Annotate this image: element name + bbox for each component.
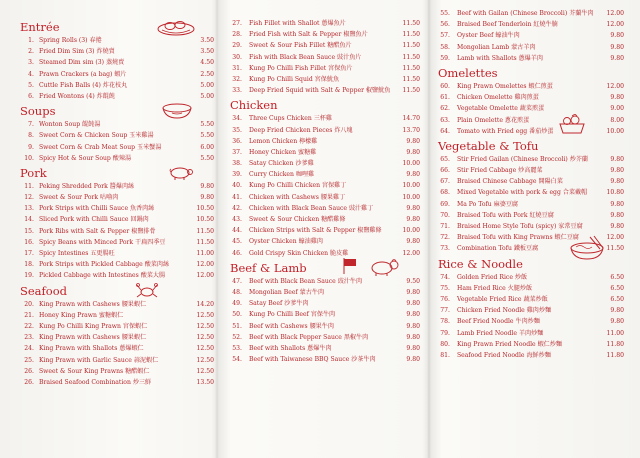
- menu-item: 54. Beef with Taiwanese BBQ Sauce 沙茶牛肉 9.80: [232, 356, 420, 364]
- menu-item: 19. Pickled Cabbage with Intestines 酸菜大腸 12.00: [24, 272, 214, 280]
- menu-item: 30. Fish with Black Bean Sauce 豉汁魚片 11.50: [232, 53, 420, 61]
- menu-item: 53. Beef with Shallots 蔥爆牛肉 9.80: [232, 344, 420, 352]
- menu-item: 41. Chicken with Cashews 腰果雞丁 10.00: [232, 193, 420, 201]
- menu-item: 49. Satay Beef 沙爹牛肉 9.80: [232, 300, 420, 308]
- menu-item: 6. Fried Wontons (4) 炸餛飩 5.00: [28, 92, 214, 100]
- menu-item: 78. Beef Fried Noodle 牛肉炒麵 9.80: [440, 318, 624, 326]
- menu-item: 21. Honey King Prawn 蜜糖蝦仁 12.50: [24, 311, 214, 319]
- menu-item: 17. Spicy Intestines 五更腸旺 11.00: [24, 250, 214, 257]
- menu-item: 46. Gold Crispy Skin Chicken 脆皮雞 12.00: [232, 249, 420, 257]
- menu-column-3: [438, 8, 624, 361]
- menu-item: 20. King Prawn with Cashews 腰果蝦仁 14.20: [24, 300, 214, 308]
- menu-item: 79. Lamb Fried Noodle 羊肉炒麵 11.00: [440, 329, 624, 337]
- menu-item: 65. Stir Fried Gailan (Chinese Broccoli) 炒芥蘭 9.80: [440, 155, 624, 163]
- menu-item: 69. Ma Po Tofu 麻婆豆腐 9.80: [440, 200, 624, 208]
- section-heading-beef-lamb: Beef & Lamb: [230, 261, 420, 275]
- menu-item: 63. Plain Omelette 蔥花煎蛋 8.00: [440, 116, 624, 124]
- menu-item: 1. Spring Rolls (3) 春捲 3.50: [28, 37, 214, 44]
- crab-icon: [136, 282, 158, 300]
- menu-item: 2. Fried Dim Sim (3) 炸燒賣 3.50: [28, 48, 214, 56]
- menu-item: 71. Braised Home Style Tofu (spicy) 家常豆腐 9.80: [440, 223, 624, 230]
- menu-item: 58. Mongolian Lamb 蒙古羊肉 9.80: [440, 43, 624, 51]
- pig-icon: [168, 165, 194, 181]
- section-heading-seafood: Seafood: [20, 284, 214, 298]
- menu-item: 43. Sweet & Sour Chicken 糖醋雞條 9.80: [232, 216, 420, 223]
- soup-bowl-icon: [160, 102, 194, 120]
- menu-item: 76. Vegetable Fried Rice 蔬菜炒飯 6.50: [440, 295, 624, 303]
- menu-item: 16. Spicy Beans with Minced Pork 干扁四季豆 11.50: [24, 238, 214, 246]
- menu-item: 25. King Prawn with Garlic Sauce 蒜泥蝦仁 12.50: [24, 356, 214, 364]
- menu-item: 26. Braised Seafood Combination 炒三鮮 13.50: [24, 378, 214, 386]
- menu-item: 45. Oyster Chicken 蠔油雞肉 9.80: [232, 238, 420, 246]
- menu-item: 22. Kung Po Chilli King Prawn 宮保蝦仁 12.50: [24, 322, 214, 330]
- menu-column-2: [230, 18, 420, 365]
- menu-item: 14. Sliced Pork with Chilli Sauce 回鍋肉 10.50: [24, 216, 214, 224]
- menu-item: 52. Beef with Black Pepper Sauce 黑椒牛肉 9.80: [232, 333, 420, 341]
- menu-item: 33. Deep Fried Squid with Salt & Pepper 椒鹽魷魚 11.50: [232, 87, 420, 95]
- menu-item: 77. Chicken Fried Noodle 雞肉炒麵 9.80: [440, 307, 624, 315]
- fold-line-right: [427, 0, 431, 458]
- menu-item: 66. Stir Fried Cabbage 炒高麗菜 9.80: [440, 167, 624, 175]
- menu-item: 72. Braised Tofu with King Prawns 蝦仁豆腐 12.00: [440, 234, 624, 242]
- menu-item: 42. Chicken with Black Bean Sauce 豉汁雞丁 9.80: [232, 204, 420, 212]
- menu-item: 50. Kung Po Chilli Beef 宮保牛肉 9.80: [232, 311, 420, 319]
- menu-item: 26. Sweet & Sour King Prawns 糖醋蝦仁 12.50: [24, 367, 214, 375]
- section-heading-entree: Entrée: [20, 20, 214, 34]
- section-heading-chicken: Chicken: [230, 98, 278, 113]
- menu-item: 68. Mixed Vegetable with pork & egg 合菜戴帽 10.80: [440, 189, 624, 197]
- menu-item: 39. Curry Chicken 咖哩雞 9.80: [232, 171, 420, 179]
- menu-item: 48. Mongolian Beef 蒙古牛肉 9.80: [232, 288, 420, 296]
- menu-item: 37. Honey Chicken 蜜糖雞 9.80: [232, 148, 420, 156]
- menu-column-1: [20, 18, 214, 388]
- section-heading-pork: Pork: [20, 166, 214, 180]
- menu-item: 44. Chicken Strips with Salt & Pepper 椒鹽雞條 10.00: [232, 227, 420, 235]
- menu-item: 8. Sweet Corn & Chicken Soup 玉米雞湯 5.50: [28, 132, 214, 140]
- section-heading-rice-noodle: Rice & Noodle: [438, 256, 523, 271]
- menu-item: 64. Tomato with Fried egg 番茄炒蛋 10.00: [438, 126, 624, 137]
- menu-item: 31. Kung Po Chilli Fish Fillet 宮保魚片 11.50: [232, 64, 420, 72]
- menu-item: 73. Combination Tofu 鐵板豆腐 11.50: [438, 243, 624, 254]
- menu-item: 18. Pork Strips with Pickled Cabbage 酸菜肉絲 12.00: [24, 261, 214, 269]
- menu-item: 47. Beef with Black Bean Sauce 豉汁牛肉 9.50: [232, 277, 420, 285]
- menu-item: 56. Braised Beef Tenderloin 紅燒牛腩 12.00: [440, 21, 624, 29]
- menu-item: 38. Satay Chicken 沙爹雞 10.00: [232, 160, 420, 168]
- menu-item: 10. Spicy Hot & Sour Soup 酸辣湯 5.50: [24, 154, 214, 162]
- section-heading-omelettes: Omelettes: [438, 65, 498, 80]
- section-heading-soups: Soups: [20, 104, 214, 118]
- menu-item: 81. Seafood Fried Noodle 海鮮炒麵 11.80: [440, 351, 624, 359]
- menu-item: 59. Lamb with Shallots 蔥爆羊肉 9.80: [440, 54, 624, 62]
- menu-item: 55. Beef with Gailan (Chinese Broccoli) 芥蘭牛肉 12.00: [440, 10, 624, 17]
- menu-item: 4. Prawn Crackers (a bag) 蝦片 2.50: [28, 70, 214, 78]
- cow-icon: [366, 257, 400, 277]
- menu-item: 12. Sweet & Sour Pork 咕嚕肉 9.80: [24, 194, 214, 202]
- menu-item: 67. Braised Chinese Cabbage 開陽白菜 9.80: [440, 178, 624, 186]
- menu-item: 61. Chicken Omelette 雞肉煎蛋 9.80: [440, 94, 624, 102]
- fold-line-left: [215, 0, 219, 458]
- menu-item: 13. Pork Strips with Chilli Sauce 魚香肉絲 10.50: [24, 205, 214, 213]
- menu-item: 40. Kung Po Chilli Chicken 宮保雞丁 10.00: [232, 182, 420, 190]
- menu-item: 27. Fish Fillet with Shallot 蔥爆魚片 11.50: [232, 20, 420, 27]
- flag-icon: [342, 257, 358, 275]
- menu-item: 7. Wonton Soup 餛飩湯 5.50: [28, 121, 214, 129]
- menu-item: 62. Vegetable Omelette 蔬菜煎蛋 9.00: [440, 105, 624, 113]
- menu-item: 51. Beef with Cashews 腰果牛肉 9.80: [232, 322, 420, 330]
- menu-item: 57. Oyster Beef 蠔油牛肉 9.80: [440, 32, 624, 40]
- dumpling-basket-icon: [156, 18, 196, 36]
- menu-item: 75. Ham Fried Rice 火腿炒飯 6.50: [440, 284, 624, 292]
- menu-item: 35. Deep Fried Chicken Pieces 炸八塊 13.70: [232, 126, 420, 134]
- menu-item: 23. King Prawn with Cashews 腰果蝦仁 12.50: [24, 334, 214, 342]
- menu-item: 80. King Prawn Fried Noodle 蝦仁炒麵 11.80: [440, 340, 624, 348]
- menu-item: 32. Kung Po Chilli Squid 宮保魷魚 11.50: [232, 75, 420, 83]
- menu-item: 5. Cuttle Fish Balls (4) 炸花枝丸 5.00: [28, 81, 214, 89]
- menu-item: 11. Peking Shredded Pork 醬爆肉絲 9.80: [24, 182, 214, 190]
- menu-item: 24. King Prawn with Shallots 蔥爆蝦仁 12.50: [24, 345, 214, 353]
- menu-item: 29. Sweet & Sour Fish Fillet 糖醋魚片 11.50: [232, 42, 420, 50]
- menu-item: 34. Three Cups Chicken 三杯雞 14.70: [232, 115, 420, 123]
- menu-item: 74. Golden Fried Rice 炒飯 6.50: [440, 273, 624, 281]
- section-heading-vegetable-tofu: Vegetable & Tofu: [438, 138, 539, 153]
- menu-item: 60. King Prawn Omelettes 蝦仁煎蛋 12.00: [440, 82, 624, 90]
- menu-item: 70. Braised Tofu with Pork 紅燒豆腐 9.80: [440, 211, 624, 219]
- menu-item: 9. Sweet Corn & Crab Meat Soup 玉米蟹湯 6.00: [28, 143, 214, 151]
- menu-item: 36. Lemon Chicken 檸檬雞 9.80: [232, 137, 420, 145]
- vegetable-basket-icon: [558, 114, 586, 134]
- menu-item: 28. Fried Fish with Salt & Pepper 椒鹽魚片 11.50: [232, 31, 420, 39]
- menu-item: 3. Steamed Dim sim (3) 蒸燒賣 4.50: [28, 59, 214, 67]
- menu-item: 15. Pork Ribs with Salt & Pepper 椒鹽排骨 11.50: [24, 227, 214, 235]
